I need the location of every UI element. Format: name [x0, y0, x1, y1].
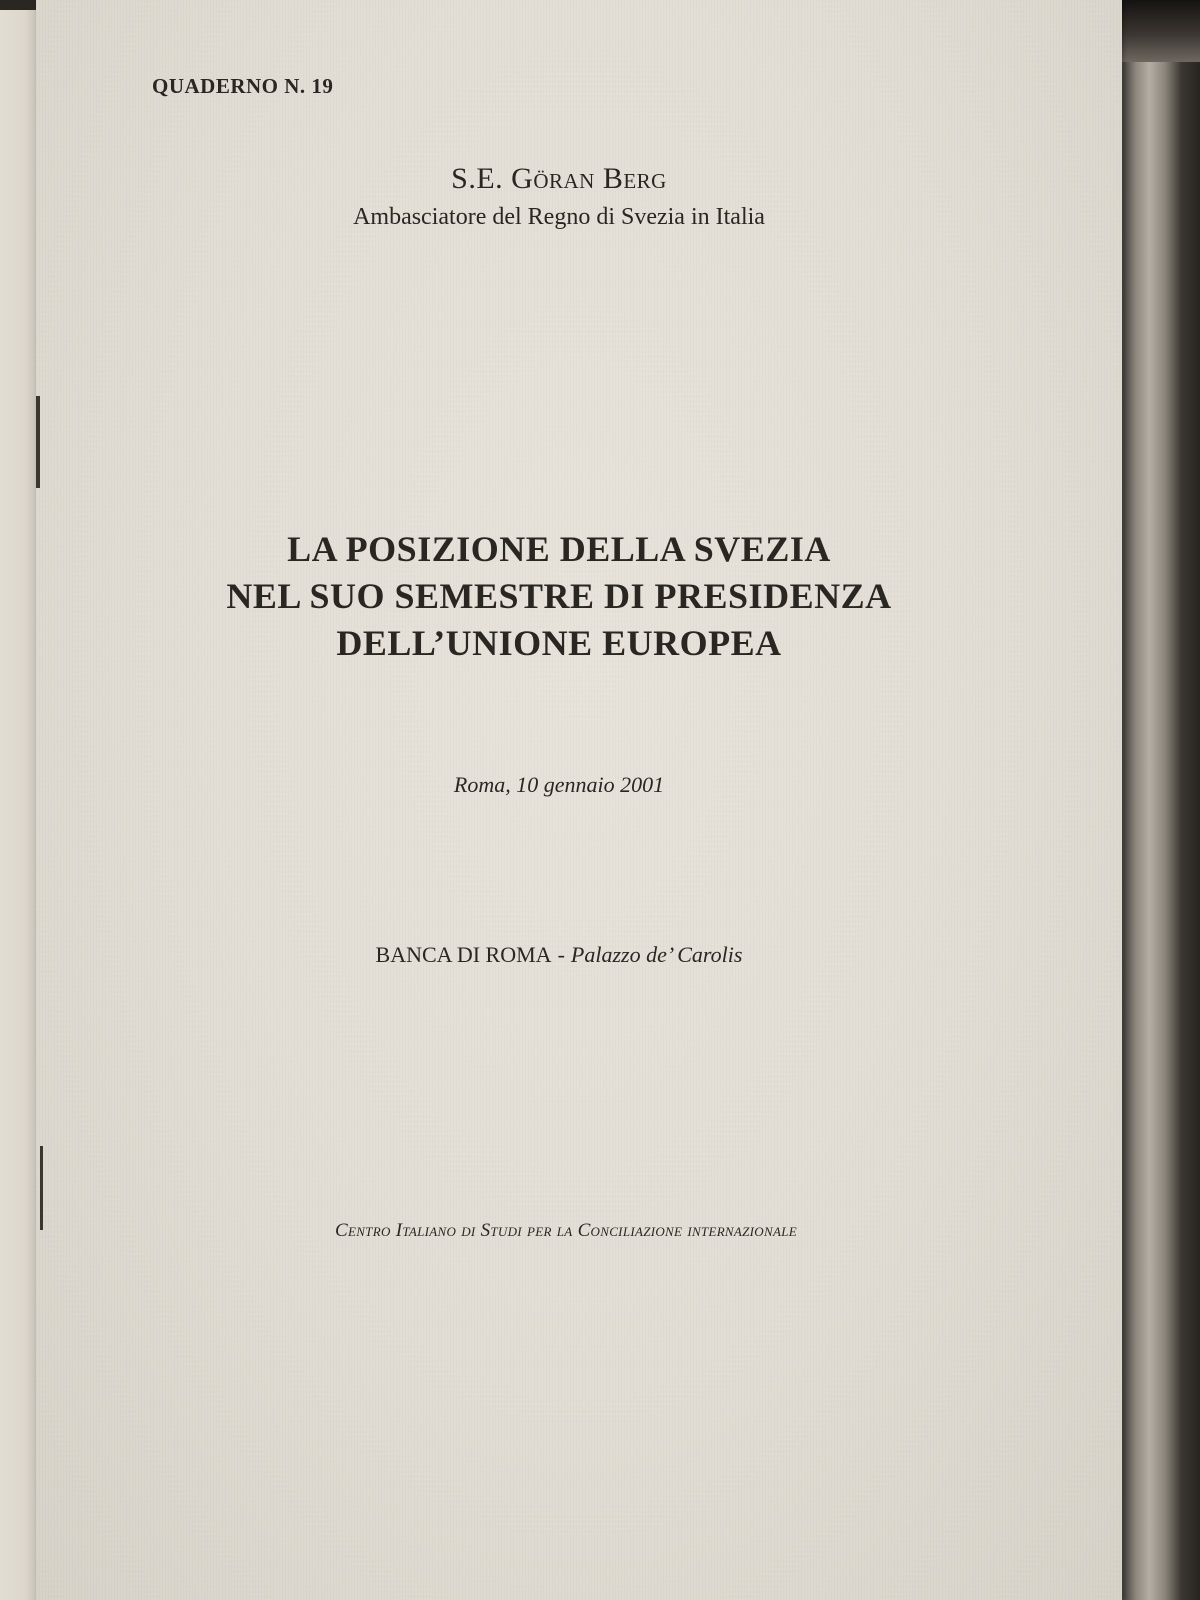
- publisher: Centro Italiano di Studi per la Conciliazione internazionale: [335, 1220, 797, 1241]
- booklet-cover: [36, 0, 1122, 1600]
- title-line: LA POSIZIONE DELLA SVEZIA: [287, 529, 831, 569]
- place-date: Roma, 10 gennaio 2001: [453, 772, 665, 797]
- document-title: [36, 526, 1082, 667]
- title-line: NEL SUO SEMESTRE DI PRESIDENZA: [226, 576, 892, 616]
- series-label: QUADERNO N. 19: [152, 74, 334, 98]
- venue-organization: BANCA DI ROMA: [375, 942, 552, 967]
- staple-mark-bottom: [40, 1146, 43, 1230]
- venue-separator: -: [557, 942, 565, 967]
- staple-mark-top: [36, 396, 40, 488]
- title-line: DELL’UNIONE EUROPEA: [336, 623, 782, 663]
- venue: [36, 942, 1082, 968]
- author-role: Ambasciatore del Regno di Svezia in Italia: [353, 204, 765, 230]
- underlying-page-edge: [0, 0, 36, 1600]
- top-left-shadow: [0, 0, 36, 10]
- venue-place: Palazzo de’ Carolis: [570, 942, 743, 967]
- author-name: S.E. Göran Berg: [451, 162, 667, 195]
